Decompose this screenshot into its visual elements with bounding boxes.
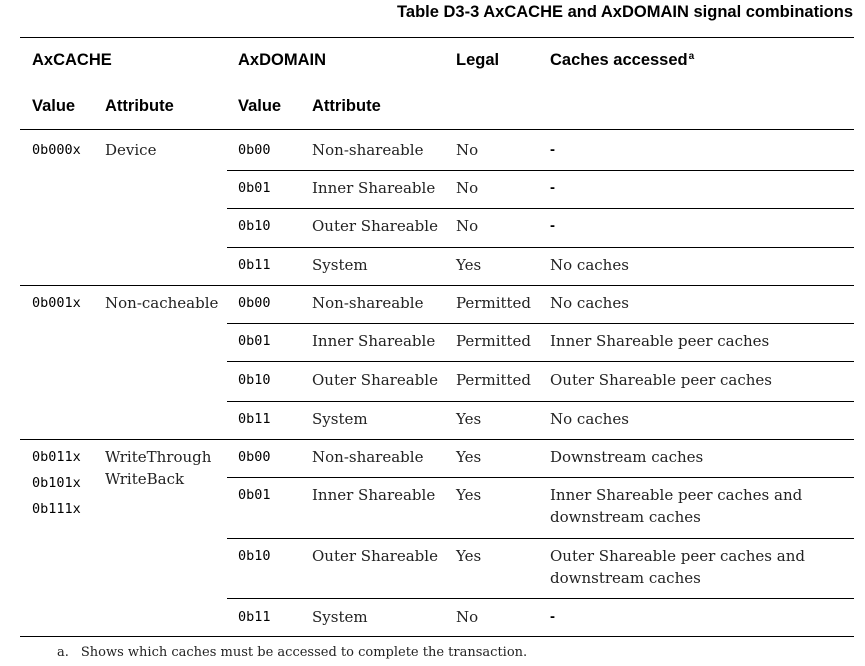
header-caches-accessed <box>550 51 694 70</box>
row-separator <box>227 598 854 599</box>
axdomain-value: 0b10 <box>238 548 271 564</box>
caches-accessed-cell: downstream caches <box>550 508 701 526</box>
caches-accessed-cell: downstream caches <box>550 569 701 587</box>
axdomain-value: 0b11 <box>238 257 271 273</box>
legal-cell: Yes <box>456 486 482 504</box>
axdomain-attribute: Non-shareable <box>312 294 424 312</box>
legal-cell: No <box>456 608 479 626</box>
header-axcache: AxCACHE <box>32 51 112 69</box>
header-domain-value: Value <box>238 97 282 115</box>
row-separator <box>227 477 854 478</box>
axdomain-value: 0b10 <box>238 372 271 388</box>
caches-accessed-cell: Downstream caches <box>550 448 704 466</box>
axdomain-attribute: Outer Shareable <box>312 371 438 389</box>
axdomain-attribute: Non-shareable <box>312 141 424 159</box>
row-separator <box>227 247 854 248</box>
legal-cell: Yes <box>456 547 482 565</box>
row-separator <box>227 401 854 402</box>
header-cache-attribute: Attribute <box>105 97 174 115</box>
axdomain-value: 0b01 <box>238 487 271 503</box>
axdomain-attribute: Outer Shareable <box>312 217 438 235</box>
caches-accessed-cell: Outer Shareable peer caches and <box>550 547 805 565</box>
caches-accessed-cell: - <box>550 179 555 196</box>
axdomain-value: 0b11 <box>238 609 271 625</box>
axdomain-attribute: Non-shareable <box>312 448 424 466</box>
header-cache-value: Value <box>32 97 76 115</box>
caches-accessed-cell: No caches <box>550 256 629 274</box>
axcache-attribute: WriteBack <box>105 470 185 488</box>
legal-cell: No <box>456 217 479 235</box>
axdomain-value: 0b00 <box>238 449 271 465</box>
caches-accessed-cell: No caches <box>550 410 629 428</box>
footnote-text: Shows which caches must be accessed to complete the transaction. <box>80 645 528 660</box>
group-separator <box>20 285 854 286</box>
legal-cell: Yes <box>456 448 482 466</box>
axdomain-attribute: Inner Shareable <box>312 179 436 197</box>
axdomain-value: 0b00 <box>238 295 271 311</box>
caches-accessed-cell: No caches <box>550 294 629 312</box>
axcache-attribute: Device <box>105 141 157 159</box>
axdomain-attribute: Inner Shareable <box>312 332 436 350</box>
footnote-mark: a. <box>57 645 69 660</box>
axcache-attribute: WriteThrough <box>105 448 212 466</box>
axcache-value: 0b101x <box>32 475 81 491</box>
axdomain-value: 0b01 <box>238 180 271 196</box>
legal-cell: Permitted <box>456 371 532 389</box>
legal-cell: No <box>456 179 479 197</box>
row-separator <box>227 208 854 209</box>
table-bottom-rule <box>20 636 854 637</box>
axdomain-attribute: System <box>312 410 368 428</box>
axcache-value: 0b000x <box>32 142 81 158</box>
caches-accessed-cell: Inner Shareable peer caches <box>550 332 770 350</box>
header-caches-accessed-label: Caches accessed <box>550 51 688 69</box>
table-top-rule <box>20 37 854 38</box>
legal-cell: Permitted <box>456 294 532 312</box>
header-bottom-rule <box>20 129 854 130</box>
header-domain-attribute: Attribute <box>312 97 381 115</box>
caches-accessed-cell: Outer Shareable peer caches <box>550 371 772 389</box>
legal-cell: Yes <box>456 410 482 428</box>
axdomain-value: 0b11 <box>238 411 271 427</box>
axcache-value: 0b011x <box>32 449 81 465</box>
legal-cell: Yes <box>456 256 482 274</box>
caches-accessed-cell: - <box>550 141 555 158</box>
legal-cell: No <box>456 141 479 159</box>
axdomain-attribute: Inner Shareable <box>312 486 436 504</box>
row-separator <box>227 538 854 539</box>
caches-accessed-cell: - <box>550 217 555 234</box>
axcache-value: 0b111x <box>32 501 81 517</box>
axdomain-attribute: System <box>312 256 368 274</box>
axdomain-attribute: System <box>312 608 368 626</box>
caches-accessed-cell: - <box>550 608 555 625</box>
caches-accessed-cell: Inner Shareable peer caches and <box>550 486 803 504</box>
axcache-value: 0b001x <box>32 295 81 311</box>
legal-cell: Permitted <box>456 332 532 350</box>
footnote <box>57 645 527 660</box>
group-separator <box>20 439 854 440</box>
axdomain-value: 0b01 <box>238 333 271 349</box>
table-title: Table D3-3 AxCACHE and AxDOMAIN signal combinations <box>397 3 853 21</box>
axdomain-attribute: Outer Shareable <box>312 547 438 565</box>
row-separator <box>227 323 854 324</box>
row-separator <box>227 361 854 362</box>
axcache-attribute: Non-cacheable <box>105 294 219 312</box>
axdomain-value: 0b10 <box>238 218 271 234</box>
row-separator <box>227 170 854 171</box>
axdomain-value: 0b00 <box>238 142 271 158</box>
header-legal: Legal <box>456 51 500 69</box>
header-axdomain: AxDOMAIN <box>238 51 327 69</box>
footnote-marker: a <box>688 51 695 62</box>
